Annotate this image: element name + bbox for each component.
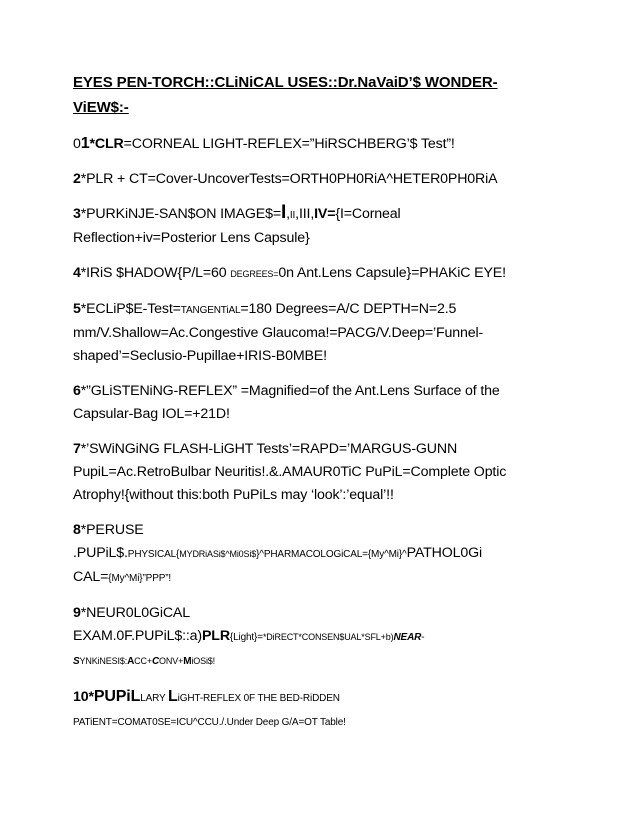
item-9-cc: CC+ xyxy=(134,656,152,666)
item-8-text-b: *PERUSE xyxy=(80,522,144,538)
item-7-text-b: *’SWiNGiNG FLASH-LiGHT Tests’=RAPD=’MARGUS-GUNN xyxy=(80,441,458,457)
item-10-pupil: PUPiL xyxy=(93,688,141,705)
item-3-text-f: ,III, xyxy=(295,206,315,222)
item-1-text-a: 0 xyxy=(73,136,81,152)
item-4 xyxy=(73,262,573,286)
title-line-2: ViEW$:- xyxy=(73,99,129,116)
document-title xyxy=(73,70,573,120)
item-8-brace: } xyxy=(256,549,260,560)
item-3-text-h: {I=Corneal xyxy=(335,206,401,222)
item-9-hyphen: - xyxy=(421,632,425,643)
item-6-text-c: Capsular-Bag IOL=+21D! xyxy=(73,406,230,422)
item-9-a: A xyxy=(127,656,135,667)
item-6 xyxy=(73,380,573,426)
item-4-text-b: *IRiS $HADOW{P/L=60 xyxy=(80,265,231,281)
item-3-text-b: *PURKiNJE-SAN$ON IMAGE$= xyxy=(80,206,281,222)
item-9-s: S xyxy=(73,656,80,667)
item-5 xyxy=(73,298,573,368)
item-7-number: 7 xyxy=(73,441,81,457)
item-10-text-g: PATiENT=COMAT0SE=ICU^CCU./.Under Deep G/A=OT Table! xyxy=(73,717,346,728)
item-10-lary: LARY xyxy=(140,693,169,704)
item-7-text-c: PupiL=Ac.RetroBulbar Neuritis!.&.AMAUR0TiC PuPiL=Complete Optic xyxy=(73,464,507,480)
item-6-number: 6 xyxy=(73,383,81,399)
item-3-number: 3 xyxy=(73,206,81,222)
item-3 xyxy=(73,203,573,250)
item-1-text-c: * xyxy=(89,136,95,152)
item-10-star: * xyxy=(88,689,94,705)
title-line-1: EYES PEN-TORCH::CLiNiCAL USES::Dr.NaVaiD’$ WONDER- xyxy=(73,74,498,91)
item-9-iosis: iOSi$! xyxy=(191,656,215,666)
item-9 xyxy=(73,602,573,673)
item-5-text-e: mm/V.Shallow=Ac.Congestive Glaucoma!=PACG/V.Deep=’Funnel- xyxy=(73,325,484,341)
item-9-text-b: *NEUR0L0GiCAL xyxy=(80,605,190,621)
item-5-text-b: *ECLiP$E-Test= xyxy=(80,301,181,317)
item-4-degrees: DEGREES= xyxy=(230,269,279,279)
item-4-number: 4 xyxy=(73,265,81,281)
item-9-m: M xyxy=(183,656,192,667)
item-6-text-b: *”GLiSTENiNG-REFLEX” =Magnified=of the Ant.Lens Surface of the xyxy=(80,383,500,399)
document-body xyxy=(73,70,573,746)
item-10 xyxy=(73,685,573,734)
item-9-c: C xyxy=(151,656,160,667)
item-5-text-f: shaped’=Seclusio-Pupillae+IRIS-B0MBE! xyxy=(73,348,327,364)
item-8-number: 8 xyxy=(73,522,81,538)
item-8-text-h: PATHOL0Gi xyxy=(406,545,482,561)
item-1-number: 1 xyxy=(80,135,90,152)
item-3-text-d: , xyxy=(286,206,290,222)
item-10-number: 10 xyxy=(73,689,89,705)
item-4-text-d: 0n Ant.Lens Capsule}=PHAKiC EYE! xyxy=(278,265,506,281)
item-8-pharmacological: ^PHARMACOLOGiCAL={My^Mi}^ xyxy=(259,549,407,560)
item-7 xyxy=(73,438,573,507)
item-1-text-e: =CORNEAL LIGHT-REFLEX=”HiRSCHBERG’$ Test”! xyxy=(123,136,455,152)
item-9-number: 9 xyxy=(73,605,81,621)
item-10-l: L xyxy=(168,688,178,705)
item-2-text: *PLR + CT=Cover-UncoverTests=ORTH0PH0RiA^HETER0PH0RiA xyxy=(80,171,498,187)
item-9-plr: PLR xyxy=(201,628,230,644)
item-9-onv: ONV+ xyxy=(159,656,184,666)
item-3-text-i: Reflection+iv=Posterior Lens Capsule} xyxy=(73,230,310,246)
item-8-mydriasis: MYDRiASi$^Mi0Si$ xyxy=(179,549,257,559)
item-2 xyxy=(73,168,573,191)
item-3-roman-two: II xyxy=(289,210,296,221)
item-5-text-d: =180 Degrees=A/C DEPTH=N=2.5 xyxy=(240,301,457,317)
item-9-text-c: EXAM.0F.PUPiL$::a) xyxy=(73,628,202,644)
item-9-light: {Light}= xyxy=(229,632,263,643)
item-8-text-c: .PUPiL$. xyxy=(73,545,128,561)
item-8-physical: PHYSICAL{ xyxy=(127,549,180,560)
item-2-number: 2 xyxy=(73,171,81,187)
item-8-text-j: {My^Mi}”PPP”! xyxy=(108,573,172,584)
item-8 xyxy=(73,519,573,590)
item-7-text-d: Atrophy!{without this:both PuPiLs may ‘look’:’equal’!! xyxy=(73,487,394,503)
item-9-direct: *DiRECT*CONSEN$UAL*SFL+b) xyxy=(262,632,394,642)
item-9-near: NEAR xyxy=(393,632,422,643)
item-5-number: 5 xyxy=(73,301,81,317)
item-9-synkinesis: YNKiNESI$: xyxy=(79,656,128,666)
item-3-roman-one: I xyxy=(280,202,287,223)
item-5-tangential: TANGENTiAL xyxy=(180,305,241,316)
item-3-roman-four: IV= xyxy=(314,206,336,222)
item-1 xyxy=(73,132,573,156)
item-1-abbrev: CLR xyxy=(94,136,124,152)
item-8-text-i: CAL= xyxy=(73,569,109,585)
item-10-light-reflex: iGHT-REFLEX 0F THE BED-RiDDEN xyxy=(177,693,340,704)
